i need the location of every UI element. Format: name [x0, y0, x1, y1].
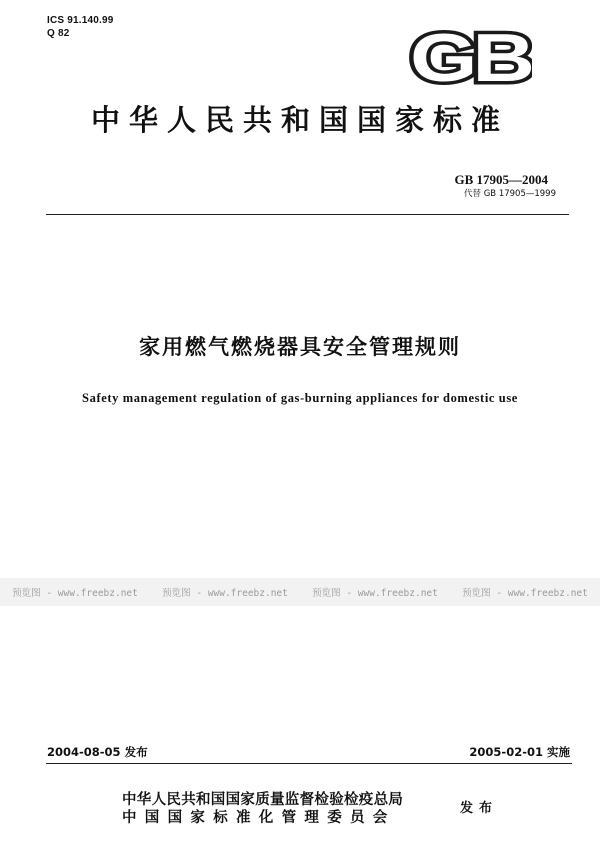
watermark-text: 预览图 - www.freebz.net — [12, 588, 138, 599]
gb-logo — [408, 26, 532, 88]
standard-number: GB 17905—2004 — [454, 172, 548, 187]
classification-codes — [47, 14, 114, 40]
gb-logo-text: GB — [410, 26, 532, 88]
document-title-english: Safety management regulation of gas-burning appliances for domestic use — [82, 391, 518, 405]
ics-code: ICS 91.140.99 — [47, 15, 114, 26]
class-code: Q 82 — [47, 28, 70, 39]
replaces-standard: 代替 GB 17905—1999 — [464, 189, 556, 199]
watermark-text: 预览图 - www.freebz.net — [462, 588, 588, 599]
watermark-text: 预览图 - www.freebz.net — [312, 588, 438, 599]
watermark-band — [0, 578, 600, 606]
bottom-divider — [46, 763, 572, 764]
issue-date: 2004-08-05 发布 — [47, 745, 148, 759]
watermark-text: 预览图 - www.freebz.net — [162, 588, 288, 599]
issuer-sac: 中国国家标准化管理委员会 — [122, 810, 396, 826]
document-title-chinese: 家用燃气燃烧器具安全管理规则 — [139, 335, 461, 359]
issuer-aqsiq: 中华人民共和国国家质量监督检验检疫总局 — [122, 792, 404, 808]
top-divider — [46, 214, 569, 215]
publish-label: 发布 — [460, 801, 499, 816]
national-standard-title: 中华人民共和国国家标准 — [90, 103, 509, 137]
implementation-date: 2005-02-01 实施 — [469, 745, 570, 759]
